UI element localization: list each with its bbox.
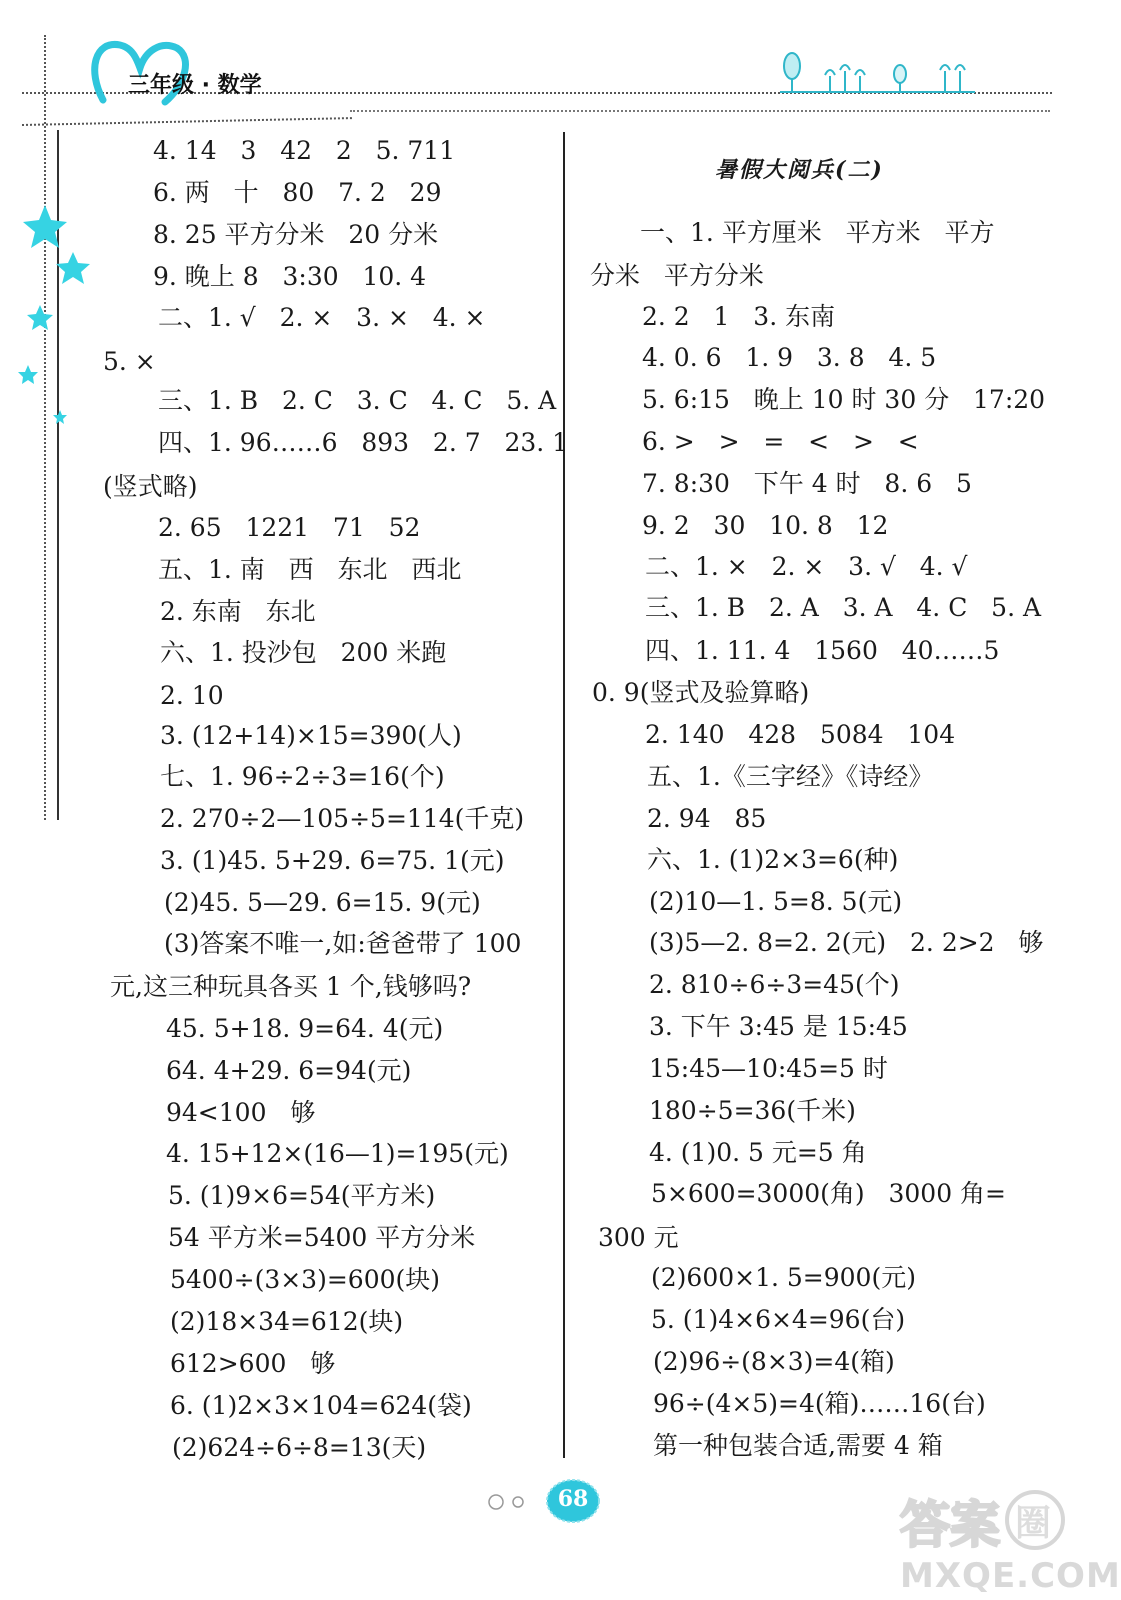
answer-line: (2)600×1. 5=900(元) (651, 1263, 916, 1292)
answer-line: 9. 晚上 8 3:30 10. 4 (153, 262, 427, 291)
answer-line: 3. (12+14)×15=390(人) (160, 721, 462, 750)
answer-line: 0. 9(竖式及验算略) (592, 678, 810, 707)
answer-line: (3)5—2. 8=2. 2(元) 2. 2>2 够 (649, 928, 1044, 957)
footer-circles-icon (484, 1492, 544, 1512)
answer-line: 300 元 (598, 1223, 679, 1252)
column-divider (563, 132, 565, 1458)
answer-line: 94<100 够 (166, 1098, 316, 1127)
answer-line: 5. (1)4×6×4=96(台) (651, 1305, 906, 1334)
answer-line: 2. 东南 东北 (160, 597, 316, 626)
answer-line: 分米 平方分米 (590, 261, 764, 290)
answer-line: 元,这三种玩具各买 1 个,钱够吗? (110, 972, 472, 1001)
answer-line: 四、1. 11. 4 1560 40……5 (645, 636, 1000, 665)
page-number: 68 (557, 1486, 589, 1512)
answer-line: 45. 5+18. 9=64. 4(元) (166, 1014, 444, 1043)
answer-line: 96÷(4×5)=4(箱)……16(台) (653, 1389, 986, 1418)
answer-line: 六、1. (1)2×3=6(种) (647, 845, 899, 874)
answer-line: 五、1.《三字经》《诗经》 (647, 762, 934, 791)
answer-line: 二、1. √ 2. × 3. × 4. × (158, 303, 486, 332)
answer-line: 5400÷(3×3)=600(块) (170, 1265, 441, 1294)
answer-line: 七、1. 96÷2÷3=16(个) (160, 762, 445, 791)
answer-line: 8. 25 平方分米 20 分米 (153, 220, 439, 249)
answer-line: 5. (1)9×6=54(平方米) (168, 1181, 436, 1210)
answer-line: 7. 8:30 下午 4 时 8. 6 5 (642, 469, 972, 498)
answer-line: (2)10—1. 5=8. 5(元) (649, 887, 903, 916)
answer-line: (3)答案不唯一,如:爸爸带了 100 (164, 929, 522, 958)
answer-line: 2. 810÷6÷3=45(个) (649, 970, 900, 999)
answer-line: 6. > > = < > < (642, 427, 919, 456)
answer-line: (2)45. 5—29. 6=15. 9(元) (164, 888, 481, 917)
answer-line: 180÷5=36(千米) (649, 1096, 856, 1125)
answer-line: (2)18×34=612(块) (170, 1307, 404, 1336)
answer-line: 612>600 够 (170, 1349, 336, 1378)
answer-line: 五、1. 南 西 东北 西北 (158, 555, 462, 584)
answer-line: 6. (1)2×3×104=624(袋) (170, 1391, 472, 1420)
watermark-url: MXQE.COM (900, 1556, 1121, 1596)
answer-line: (竖式略) (103, 472, 198, 501)
plant-decoration-icon (770, 50, 990, 95)
answer-line: 64. 4+29. 6=94(元) (166, 1056, 412, 1085)
answer-line: 三、1. B 2. C 3. C 4. C 5. A (158, 386, 557, 415)
answer-line: 4. 0. 6 1. 9 3. 8 4. 5 (642, 343, 937, 372)
answer-line: (2)624÷6÷8=13(天) (172, 1433, 427, 1462)
answer-line: 4. 15+12×(16—1)=195(元) (166, 1139, 509, 1168)
grade-subject-label: 三年级 · 数学 (128, 73, 262, 98)
answer-line: 六、1. 投沙包 200 米跑 (160, 638, 447, 667)
answer-line: 二、1. × 2. × 3. √ 4. √ (645, 552, 968, 581)
answer-line: 3. (1)45. 5+29. 6=75. 1(元) (160, 846, 505, 875)
answer-line: 一、1. 平方厘米 平方米 平方 (640, 218, 995, 247)
answer-line: 四、1. 96……6 893 2. 7 23. 1 (158, 428, 569, 457)
answer-line: 2. 140 428 5084 104 (645, 720, 956, 749)
answer-line: 5. × (103, 347, 156, 376)
answer-line: 5. 6:15 晚上 10 时 30 分 17:20 (642, 385, 1046, 414)
section-title: 暑假大阅兵(二) (715, 157, 884, 183)
answer-line: 第一种包装合适,需要 4 箱 (653, 1431, 943, 1460)
answer-line: 5×600=3000(角) 3000 角= (651, 1179, 1007, 1208)
answer-line: 2. 2 1 3. 东南 (642, 302, 836, 331)
answer-line: 4. (1)0. 5 元=5 角 (649, 1138, 867, 1167)
answer-line: 三、1. B 2. A 3. A 4. C 5. A (645, 593, 1042, 622)
svg-text:答案: 答案 (900, 1496, 1000, 1554)
answer-line: 2. 65 1221 71 52 (158, 513, 421, 542)
answer-line: 3. 下午 3:45 是 15:45 (649, 1012, 908, 1041)
answer-line: 2. 270÷2—105÷5=114(千克) (160, 804, 525, 833)
answer-line: 9. 2 30 10. 8 12 (642, 511, 889, 540)
svg-text:圈: 圈 (1015, 1503, 1052, 1544)
star-decoration-icon (15, 200, 95, 440)
answer-line: (2)96÷(8×3)=4(箱) (653, 1347, 895, 1376)
answer-line: 2. 10 (160, 681, 224, 710)
answer-line: 4. 14 3 42 2 5. 711 (153, 136, 456, 165)
answer-line: 2. 94 85 (647, 804, 767, 833)
header-dotted-line-right (350, 110, 1050, 112)
answer-line: 54 平方米=5400 平方分米 (168, 1223, 476, 1252)
answer-line: 6. 两 十 80 7. 2 29 (153, 178, 442, 207)
answer-line: 15:45—10:45=5 时 (649, 1054, 888, 1083)
